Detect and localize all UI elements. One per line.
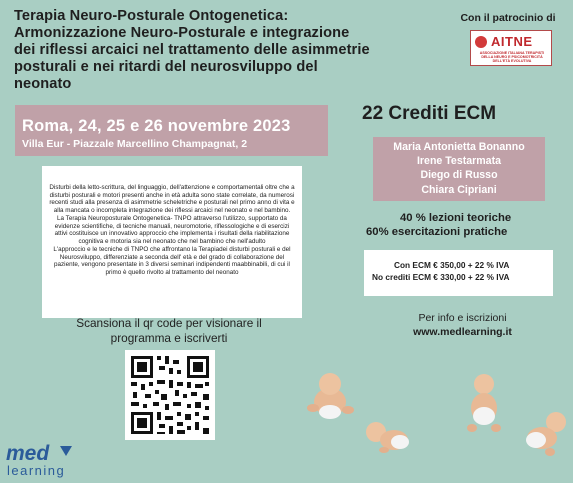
baby-crawling-image [300,368,360,428]
baby-crawling-image [362,412,414,460]
baby-crawling-image [458,372,508,434]
qr-caption: Scansiona il qr code per visionare il programma e iscriverti [76,316,262,345]
aitne-mark-icon [475,36,487,48]
aitne-full-name: ASSOCIAZIONE ITALIANA TERAPISTI DELLA NEURO E PSICOMOTRICITÀ DELL'ETÀ EVOLUTIVA [479,51,545,64]
description-paragraph-1: Disturbi della letto-scrittura, del linguaggio, dell'attenzione e comportamentali oltre che a disturbi posturali e motori presenti anche in età adulta sono state correlate, da numerosi recenti studi alla presenza di asimmetrie scheletriche e posturali nel primo anno di vita e alla mancata o incompleta integrazione dei riflessi arcaici nel neonato e nel bambino. [49,184,295,214]
event-date: Roma, 24, 25 e 26 novembre 2023 [22,117,291,135]
theory-share: 40 % lezioni teoriche [400,212,512,224]
medlearning-logo [6,440,78,478]
practice-share: 60% esercitazioni pratiche [366,226,508,238]
price-list [372,259,552,283]
website-link[interactable]: www.medlearning.it [413,326,512,338]
teacher-name: Chiara Cipriani [421,183,497,196]
teacher-name: Diego di Russo [420,169,498,182]
ecm-credits: 22 Crediti ECM [362,103,497,124]
logo-arrow-icon [60,446,72,456]
price-with-ecm: Con ECM € 350,00 + 22 % IVA [394,260,510,270]
teacher-name: Maria Antonietta Bonanno [393,141,525,153]
teachers-list [373,140,545,197]
lesson-split [366,211,561,239]
baby-crawling-image [520,408,570,460]
qr-code-icon [125,350,215,440]
course-title: Terapia Neuro-Posturale Ontogenetica: Armonizzazione Neuro-Posturale e integrazione dei riflessi arcaici nel trattamento delle asimmetrie posturali e nei ritardi del neurosviluppo del neonato [14,8,370,92]
teacher-name: Irene Testarmata [416,155,501,168]
event-venue: Villa Eur - Piazzale Marcellino Champagnat, 2 [22,138,248,150]
info-label: Per info e iscrizioni [418,312,507,324]
description-text [48,184,296,277]
description-paragraph-2: La Terapia Neuroposturale Ontogenetica- TNPO attraverso l'utilizzo, supportato da evidenze scientifiche, di tecniche manuali, neuromotorie, riflessologiche e di esercizi attivi costituisce un innovativo approccio che implementa i risultati della riabilitazione cognitiva e motoria sia nel neonato che nel bambino che nell'adulto [54,215,290,245]
price-without-ecm: No crediti ECM € 330,00 + 22 % IVA [372,272,510,282]
qr-code[interactable] [125,350,215,440]
aitne-name: AITNE [491,34,533,49]
logo-bottom-text: learning [7,463,66,478]
patronage-label: Con il patrocinio di [460,12,556,24]
logo-top-text: med [6,442,50,465]
description-paragraph-3: L'approccio e le tecniche di TNPO che affrontano la Terapiadei disturbi posturali e del Neurosviluppo, differenziate a seconda dell' età e del grado di collaborazione del paziente, vengono presentate in 3 diversi seminari indipendenti maabbinabili, di cui il primo è quello rivolto al trattamento del neonato [53,246,291,276]
aitne-logo [470,30,552,66]
